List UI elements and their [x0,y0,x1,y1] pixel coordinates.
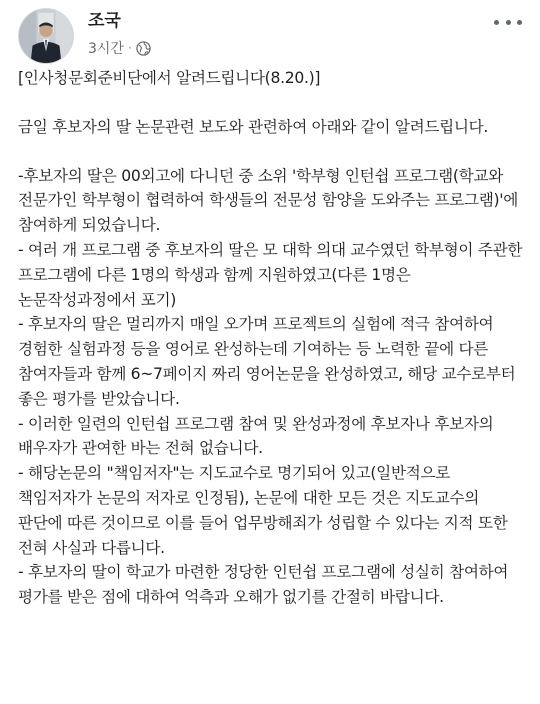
post-timestamp[interactable]: 3시간 [88,41,124,57]
post-paragraph-title: [인사청문회준비단에서 알려드립니다(8.20.)] [18,69,321,87]
avatar-photo [19,9,73,63]
post-paragraph: - 후보자의 딸은 멀리까지 매일 오가며 프로젝트의 실험에 적극 참여하여 경험한 실험과정 등을 영어로 완성하는데 기여하는 등 노력한 끝에 다른 참여자들과 함께 6~7페이지 짜리 영어논문을 완성하였고, 해당 교수로부터 좋은 평가를 받았습니다. [18,315,516,408]
more-dot [506,20,511,25]
post-paragraph: - 여러 개 프로그램 중 후보자의 딸은 모 대학 의대 교수였던 학부형이 주관한 프로그램에 다른 1명의 학생과 함께 지원하였고(다른 1명은 논문작성과정에서 포기) [18,240,523,309]
post-header [18,8,522,64]
post-meta [88,38,151,58]
more-dot [517,20,522,25]
post-paragraph: - 이러한 일련의 인턴쉽 프로그램 참여 및 완성과정에 후보자나 후보자의 배우자가 관여한 바는 전혀 없습니다. [18,414,494,458]
post-body [18,66,526,610]
more-dot [494,20,499,25]
author-name[interactable]: 조국 [88,11,121,31]
more-options-icon[interactable] [494,14,522,30]
post-paragraph: -후보자의 딸은 00외고에 다니던 중 소위 '학부형 인턴쉽 프로그램(학교와 전문가인 학부형이 협력하여 학생들의 전문성 함양을 도와주는 프로그램)'에 참여하게 되었습니다. [18,166,519,235]
author-avatar[interactable] [18,8,74,64]
post-paragraph-intro: 금일 후보자의 딸 논문관련 보도와 관련하여 아래와 같이 알려드립니다. [18,117,489,136]
post-paragraph: - 해당논문의 "책임저자"는 지도교수로 명기되어 있고(일반적으로 책임저자가 논문의 저자로 인정됨), 논문에 대한 모든 것은 지도교수의 판단에 따른 것이므로 이를 들어 업무방해죄가 성립할 수 있다는 지적 또한 전혀 사실과 다릅니다. [18,464,508,557]
post-paragraph: - 후보자의 딸이 학교가 마련한 정당한 인턴쉽 프로그램에 성실히 참여하여 평가를 받은 점에 대하여 억측과 오해가 없기를 간절히 바랍니다. [18,563,509,607]
meta-separator: · [127,41,132,55]
globe-icon[interactable] [136,41,151,56]
